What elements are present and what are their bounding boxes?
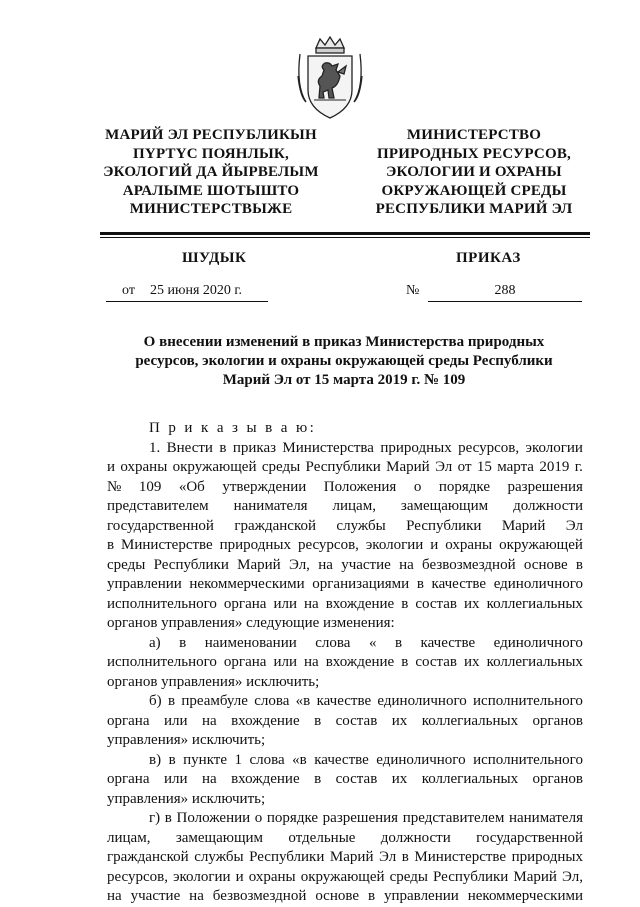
body-word: среды	[107, 556, 146, 573]
header-left-line: МИНИСТЕРСТВЫЖЕ	[129, 201, 293, 217]
body-word: нанимателя	[508, 810, 583, 826]
body-word: на	[304, 595, 319, 612]
body-word: слова	[315, 634, 351, 651]
body-word: в	[401, 654, 409, 670]
body-word: лицам,	[107, 829, 151, 846]
body-word: б)	[149, 693, 162, 709]
body-word: службы	[194, 849, 244, 865]
body-line	[107, 712, 583, 732]
body-line	[107, 556, 583, 576]
body-line	[107, 439, 583, 459]
body-word: природных	[380, 439, 452, 456]
body-word: природных	[511, 849, 583, 865]
body-word: Эл,	[288, 556, 310, 573]
body-word: в	[575, 556, 583, 573]
header-left-block	[96, 126, 326, 219]
body-word: коллегиальных	[421, 712, 519, 729]
body-word: состав	[335, 771, 378, 787]
body-word: на	[304, 654, 319, 670]
body-word: нанимателя	[233, 498, 308, 514]
body-word: вхождение	[325, 654, 395, 670]
header-left-line: АРАЛЫМЕ ШОТЫШТО	[122, 182, 300, 199]
body-word: безвозмездной	[212, 888, 307, 904]
body-word: Министерства	[282, 439, 374, 456]
body-word: Эл	[379, 849, 397, 865]
body-word: среды	[389, 868, 428, 885]
body-word: гражданской	[234, 517, 317, 534]
body-word: организациями	[312, 576, 410, 592]
body-word: или	[273, 654, 297, 670]
body-word: «Об	[178, 478, 205, 495]
body-word: окружающей	[172, 459, 257, 475]
body-word: должности	[513, 498, 583, 514]
body-line	[107, 536, 583, 556]
body-word: коллегиальных	[486, 595, 583, 612]
body-word: Республики	[433, 868, 509, 885]
number-value: 288	[428, 283, 582, 302]
body-word: 15	[476, 459, 492, 475]
body-word: в	[107, 537, 115, 553]
body-word: должности	[380, 829, 451, 846]
body-word: Министерстве	[414, 849, 507, 865]
body-word: их	[391, 771, 408, 787]
body-word: природных	[219, 537, 291, 553]
title-line: О внесении изменений в приказ Министерства природных	[143, 334, 545, 350]
body-word: Республики	[406, 517, 482, 534]
body-word: состав	[415, 595, 458, 612]
header-right-line: МИНИСТЕРСТВО	[406, 127, 542, 143]
body-word: г)	[149, 810, 161, 826]
date-field	[106, 283, 268, 302]
body-word: на	[107, 888, 122, 904]
body-word: утверждении	[222, 478, 307, 495]
body-line	[107, 653, 583, 673]
body-word: единоличного	[377, 693, 467, 709]
body-word: на	[318, 556, 333, 573]
body-line	[107, 751, 583, 771]
body-word: в	[168, 751, 176, 768]
body-word: разрешения	[322, 810, 399, 826]
body-word: в	[314, 771, 322, 787]
body-line: П р и к а з ы в а ю:	[149, 420, 317, 436]
body-word: отдельные	[288, 829, 356, 846]
header-divider-thick	[100, 232, 590, 235]
body-line	[107, 497, 583, 517]
body-word: наименовании	[204, 634, 297, 651]
body-word: представителем	[107, 498, 209, 514]
body-word: органа	[107, 712, 150, 729]
body-word: их	[464, 654, 480, 670]
body-word: основе	[523, 556, 568, 573]
body-word: Положения	[323, 478, 397, 495]
body-word: Эл,	[562, 868, 583, 885]
body-line	[107, 770, 583, 790]
body-word: единоличного	[493, 576, 583, 592]
body-word: порядке	[438, 478, 490, 495]
body-word: 1	[234, 751, 242, 768]
body-word: на	[201, 712, 217, 729]
coat-of-arms-icon	[294, 36, 366, 122]
body-word: экологии	[173, 868, 231, 885]
body-word: органа	[107, 771, 150, 787]
body-word: а)	[149, 634, 161, 651]
body-word: в	[179, 634, 187, 651]
body-word: преамбуле	[181, 693, 248, 709]
body-word: в)	[149, 751, 162, 768]
body-line: органов управления» следующие изменения:	[107, 615, 395, 631]
body-word: ресурсов,	[458, 439, 520, 456]
body-word: органа	[223, 654, 267, 670]
body-word: экологии	[365, 537, 424, 553]
body-word: Положении	[176, 810, 251, 826]
body-word: на	[201, 771, 217, 787]
body-word: на	[399, 556, 414, 573]
body-word: в	[394, 634, 403, 651]
body-word: Марий	[237, 556, 281, 573]
date-prefix: от	[122, 283, 135, 298]
body-word: и	[430, 537, 439, 553]
body-word: Марий	[501, 517, 546, 534]
body-word: управлении	[384, 888, 459, 904]
body-word: Эл	[565, 517, 583, 534]
body-word: лицам,	[332, 498, 376, 514]
body-word: среды	[261, 459, 301, 475]
body-word: 109	[138, 478, 162, 495]
body-word: ресурсов,	[297, 537, 359, 553]
body-word: органа	[223, 595, 267, 612]
number-label: №	[406, 283, 420, 298]
body-word: замещающим	[175, 829, 264, 846]
body-word: окружающей	[300, 868, 385, 885]
header-left-line: ЭКОЛОГИЙ ДА ЙЫРВЕЛЫМ	[103, 164, 319, 180]
body-word: 2019	[539, 459, 570, 475]
header-right-block	[356, 126, 592, 219]
body-word: состав	[415, 654, 458, 670]
body-word: некоммерческими	[467, 888, 583, 904]
body-word: экологии	[525, 439, 583, 456]
body-word: о	[413, 478, 422, 495]
body-word: марта	[497, 459, 534, 475]
body-word: в	[167, 693, 176, 709]
body-word: в	[367, 888, 376, 904]
header-divider-thin	[100, 237, 590, 238]
body-line	[107, 458, 583, 478]
body-word: их	[391, 712, 408, 729]
body-word: исполнительного	[473, 751, 583, 768]
body-word: охраны	[445, 537, 493, 553]
title-line: Марий Эл от 15 марта 2019 г. № 109	[222, 372, 466, 388]
body-word: управлении	[107, 576, 182, 592]
body-word: «в	[295, 693, 311, 709]
body-word: Марий	[386, 459, 430, 475]
body-word: Министерстве	[121, 537, 213, 553]
body-word: 1.	[149, 439, 161, 456]
header-left-line: ПҮРТҮС ПОЯНЛЫК,	[133, 145, 289, 162]
body-line	[107, 692, 583, 712]
body-line	[107, 868, 583, 888]
body-word: в	[401, 849, 409, 865]
body-word: коллегиальных	[421, 771, 519, 787]
body-word: государственной	[476, 829, 583, 846]
body-word: Внести	[166, 439, 213, 456]
body-word: основе	[315, 888, 360, 904]
header-right-line: ПРИРОДНЫХ РЕСУРСОВ,	[376, 145, 571, 162]
body-word: «в	[292, 751, 307, 768]
body-word: в	[401, 595, 409, 612]
body-word: органов	[532, 712, 583, 729]
body-word: о	[254, 810, 263, 826]
body-word: в	[164, 810, 172, 826]
body-word: приказ	[232, 439, 277, 456]
body-word: окружающей	[499, 537, 583, 553]
body-word: порядке	[266, 810, 319, 826]
body-word: и	[235, 868, 244, 885]
body-line	[107, 595, 583, 615]
body-word: качестве	[420, 634, 476, 651]
body-word: вхождение	[231, 771, 300, 787]
body-word: исполнительного	[107, 595, 217, 612]
body-word: вхождение	[231, 712, 300, 729]
body-line	[107, 575, 583, 595]
body-word: или	[273, 595, 297, 612]
body-word: вхождение	[325, 595, 395, 612]
body-word: некоммерческими	[189, 576, 305, 592]
body-word: и	[107, 459, 116, 475]
body-word: исполнительного	[107, 654, 217, 670]
body-word: или	[163, 771, 188, 787]
header-right-line: ОКРУЖАЮЩЕЙ СРЕДЫ	[381, 182, 567, 199]
body-word: Эл	[435, 459, 453, 475]
body-word: разрешения	[507, 478, 583, 495]
body-word: Республики	[305, 459, 381, 475]
body-word: Республики	[153, 556, 229, 573]
header-right-line: ЭКОЛОГИИ И ОХРАНЫ	[386, 164, 562, 180]
doc-type-mari: ШУДЫК	[182, 250, 247, 266]
body-word: гражданской	[107, 849, 189, 865]
body-word: ресурсов,	[107, 868, 168, 885]
body-word: качестве	[316, 693, 372, 709]
date-value: 25 июня 2020 г.	[150, 283, 243, 298]
body-word: единоличного	[493, 634, 583, 651]
body-word: г.	[574, 459, 583, 475]
body-word: слова	[254, 693, 290, 709]
body-word: Республики	[249, 849, 325, 865]
body-word: слова	[249, 751, 285, 768]
body-word: органов	[532, 771, 583, 787]
body-line	[107, 478, 583, 498]
body-word: единоличного	[376, 751, 466, 768]
body-word: состав	[335, 712, 378, 729]
body-word: представителем	[402, 810, 505, 826]
body-word: «	[368, 634, 377, 651]
body-word: на	[189, 888, 204, 904]
body-line: управления» исключить;	[107, 732, 266, 748]
body-word: охраны	[248, 868, 296, 885]
body-word: безвозмездной	[422, 556, 516, 573]
body-line	[107, 809, 583, 829]
body-word: охраны	[120, 459, 168, 475]
body-word: коллегиальных	[486, 654, 583, 670]
title-line: ресурсов, экологии и охраны окружающей среды Республики	[135, 353, 553, 369]
body-word: Марий	[513, 868, 557, 885]
body-word: пункте	[183, 751, 227, 768]
body-line	[107, 829, 583, 849]
body-word: качестве	[431, 576, 487, 592]
body-word: замещающим	[400, 498, 489, 514]
body-line	[107, 517, 583, 537]
body-line: органов управления» исключить;	[107, 673, 320, 690]
body-word: их	[464, 595, 480, 612]
body-line	[107, 634, 583, 654]
header-left-line: МАРИЙ ЭЛ РЕСПУБЛИКЫН	[105, 127, 317, 143]
body-word: №	[107, 478, 122, 495]
body-line: управления» исключить;	[107, 790, 266, 807]
body-word: от	[457, 459, 472, 475]
body-word: участие	[341, 556, 391, 573]
body-word: в	[416, 576, 424, 592]
body-word: в	[219, 439, 227, 456]
body-word: в	[314, 712, 322, 729]
body-word: или	[163, 712, 188, 729]
body-word: государственной	[107, 517, 214, 534]
body-line	[107, 848, 583, 868]
document-title	[118, 333, 570, 390]
body-word: Марий	[329, 849, 374, 865]
header-right-line: РЕСПУБЛИКИ МАРИЙ ЭЛ	[375, 201, 573, 217]
body-word: исполнительного	[473, 693, 583, 709]
body-word: качестве	[314, 751, 369, 768]
body-word: участие	[130, 888, 181, 904]
body-word: службы	[336, 517, 386, 534]
document-body	[107, 419, 583, 907]
doc-type-russian: ПРИКАЗ	[456, 250, 521, 266]
